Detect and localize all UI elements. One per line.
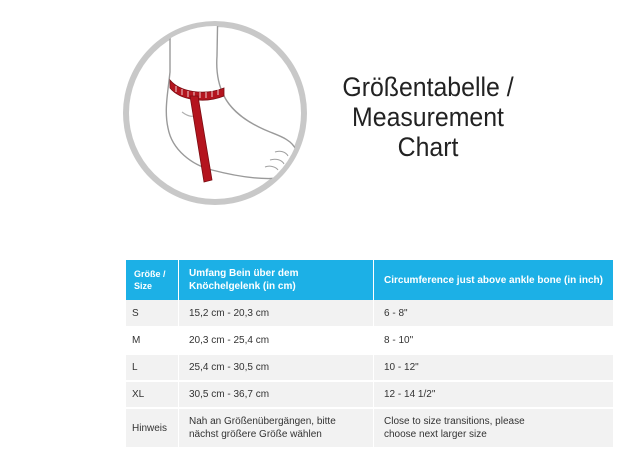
inch-cell: 6 - 8" [374,300,614,327]
table-row [126,327,613,354]
title-line-1: Größentabelle / [342,72,514,102]
note-row [126,408,613,448]
title-line-2: Measurement [352,102,504,132]
table-row [126,381,613,408]
table-row [126,354,613,381]
inch-cell: 10 - 12" [374,354,614,381]
size-table [126,260,613,449]
note-de-line-2: nächst größere Größe wählen [189,429,322,440]
size-cell: L [126,354,179,381]
note-en-line-2: choose next larger size [384,429,487,440]
note-en [374,408,614,448]
header-cm: Umfang Bein über dem Knöchelgelenk (in cm) [179,260,374,300]
inch-cell: 8 - 10" [374,327,614,354]
ankle-measurement-illustration [120,0,310,230]
size-cell: XL [126,381,179,408]
page-title [327,72,529,162]
title-line-3: Chart [397,132,459,162]
header-size: Größe / Size [126,260,179,300]
note-label: Hinweis [126,408,179,448]
header-inch: Circumference just above ankle bone (in inch) [374,260,614,300]
cm-cell: 20,3 cm - 25,4 cm [179,327,374,354]
note-de-line-1: Nah an Größenübergängen, bitte [189,416,336,427]
cm-cell: 25,4 cm - 30,5 cm [179,354,374,381]
note-de [179,408,374,448]
size-cell: S [126,300,179,327]
size-cell: M [126,327,179,354]
cm-cell: 15,2 cm - 20,3 cm [179,300,374,327]
note-en-line-1: Close to size transitions, please [384,416,525,427]
table-row [126,300,613,327]
cm-cell: 30,5 cm - 36,7 cm [179,381,374,408]
inch-cell: 12 - 14 1/2" [374,381,614,408]
table-header-row [126,260,613,300]
